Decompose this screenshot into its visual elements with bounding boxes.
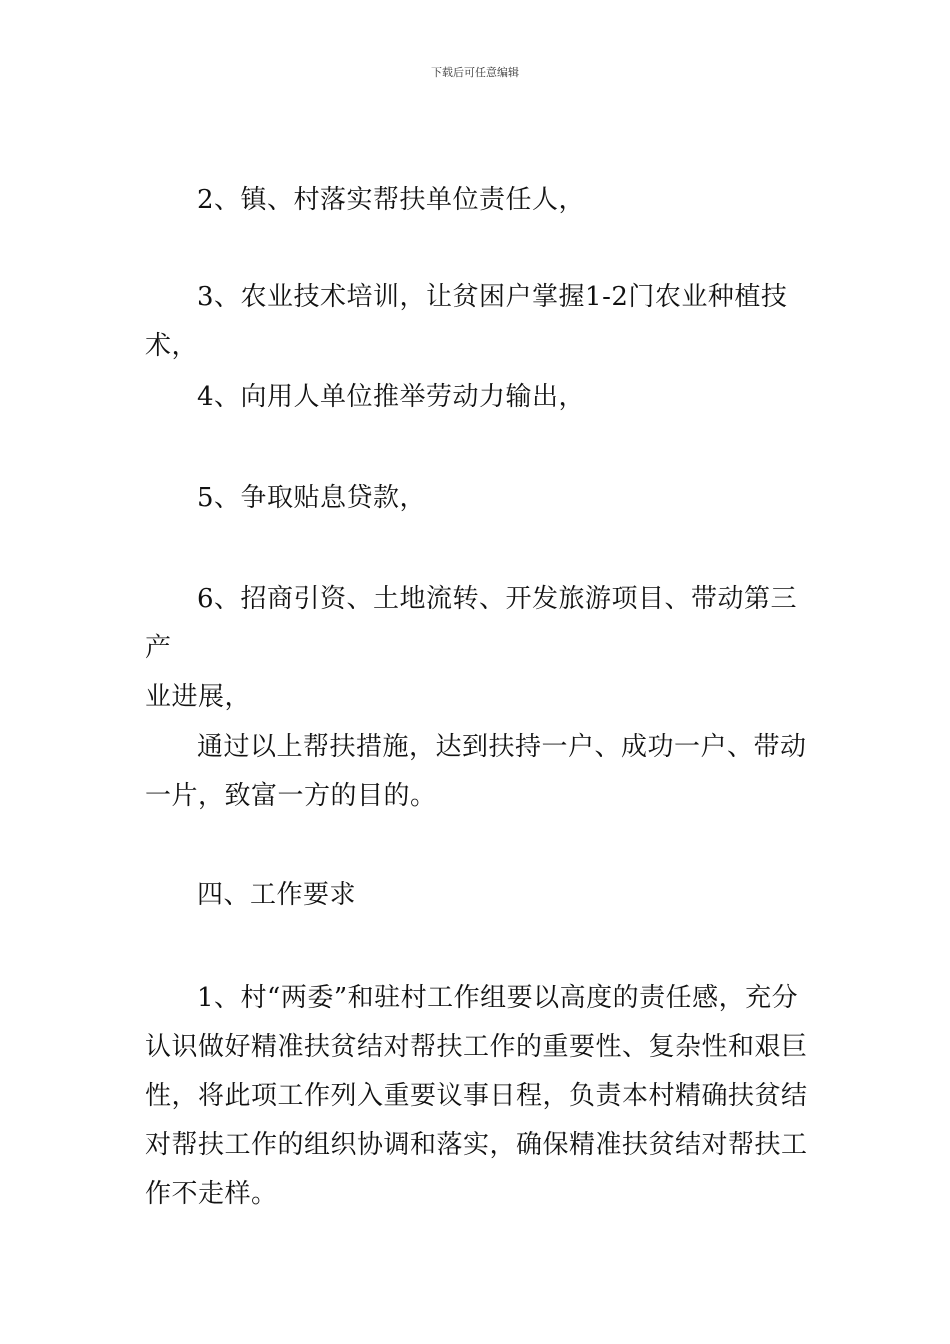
paragraph-line: 通过以上帮扶措施，达到扶持一户、成功一户、带动 xyxy=(197,732,807,762)
section-heading-text: 四、工作要求 xyxy=(197,880,357,910)
paragraph-line: 6、招商引资、土地流转、开发旅游项目、带动第三产 xyxy=(145,584,798,663)
paragraph-line: 认识做好精准扶贫结对帮扶工作的重要性、复杂性和艰巨 xyxy=(145,1032,808,1062)
paragraph-summary xyxy=(145,723,810,821)
paragraph-item-2 xyxy=(145,176,810,225)
paragraph-item-5 xyxy=(145,474,810,523)
paragraph-line: 作不走样。 xyxy=(145,1179,278,1209)
paragraph-item-3 xyxy=(145,273,810,371)
paragraph-line: 4、向用人单位推举劳动力输出， xyxy=(197,382,586,412)
paragraph-line: 一片，致富一方的目的。 xyxy=(145,781,437,811)
paragraph-item-4 xyxy=(145,373,810,422)
paragraph-item-6 xyxy=(145,575,810,722)
page-header: 下载后可任意编辑 xyxy=(431,66,519,79)
paragraph-line: 3、农业技术培训，让贫困户掌握1-2门农业种植技术， xyxy=(145,282,788,361)
section-heading xyxy=(145,871,810,920)
paragraph-line: 业进展， xyxy=(145,682,252,712)
paragraph-line: 对帮扶工作的组织协调和落实，确保精准扶贫结对帮扶工 xyxy=(145,1130,808,1160)
paragraph-line: 1、村“两委”和驻村工作组要以高度的责任感，充分 xyxy=(197,983,799,1013)
paragraph-line: 性，将此项工作列入重要议事日程，负责本村精确扶贫结 xyxy=(145,1081,808,1111)
paragraph-line: 5、争取贴息贷款， xyxy=(197,483,427,513)
paragraph-requirement-1 xyxy=(145,974,810,1219)
paragraph-line: 2、镇、村落实帮扶单位责任人， xyxy=(197,185,586,215)
